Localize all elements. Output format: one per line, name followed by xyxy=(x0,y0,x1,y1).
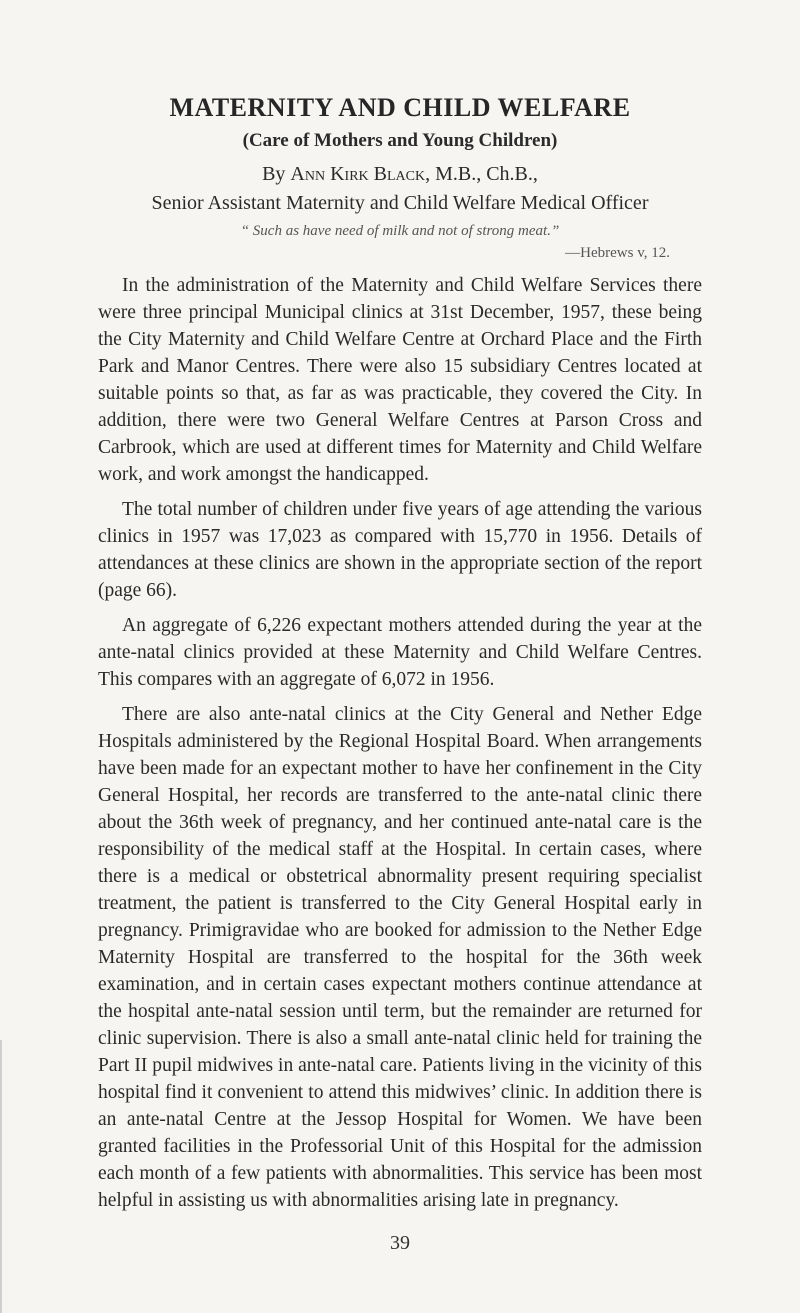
author-position: Senior Assistant Maternity and Child Welfare Medical Officer xyxy=(151,192,649,214)
epigraph-quote: “ Such as have need of milk and not of strong meat.” xyxy=(240,223,560,239)
body-paragraph: In the administration of the Maternity and Child Welfare Services there were three principal Municipal clinics at 31st December, 1957, these being the City Maternity and Child Welfare Centre at Orchard Place and the Firth Park and Manor Centres. There were also 15 subsidiary Centres located at suitable points so that, as far as was practicable, they covered the City. In addition, there were two General Welfare Centres at Parson Cross and Carbrook, which are used at different times for Maternity and Child Welfare work, and work amongst the handicapped. xyxy=(98,275,702,485)
page-title: MATERNITY AND CHILD WELFARE xyxy=(169,93,631,122)
body-paragraph: An aggregate of 6,226 expectant mothers attended during the year at the ante-natal clinics provided at these Maternity and Child Welfare Centres. This compares with an aggregate of 6,072 in 1956. xyxy=(98,615,702,690)
body-paragraph: The total number of children under five years of age attending the various clinics in 1957 was 17,023 as compared with 15,770 in 1956. Details of attendances at these clinics are shown in the appropriate section of the report (page 66). xyxy=(98,499,702,601)
author-byline xyxy=(98,160,702,188)
author-credentials: , M.B., Ch.B., xyxy=(425,163,538,185)
epigraph-source: —Hebrews v, 12. xyxy=(565,245,670,261)
document-page xyxy=(98,92,702,1214)
byline-prefix: By xyxy=(262,163,286,185)
page-number: 39 xyxy=(390,1232,410,1254)
page-edge-shadow xyxy=(0,1040,2,1313)
author-name: Ann Kirk Black xyxy=(290,163,426,185)
body-paragraph: There are also ante-natal clinics at the City General and Nether Edge Hospitals administered by the Regional Hospital Board. When arrangements have been made for an expectant mother to have her confinement in the City General Hospital, her records are transferred to the ante-natal clinic there about the 36th week of pregnancy, and her continued ante-natal care is the responsibility of the medical staff at the Hospital. In certain cases, where there is a medical or obstetrical abnormality present requiring specialist treatment, the patient is transferred to the City General Hospital early in pregnancy. Primigravidae who are booked for admission to the Nether Edge Maternity Hospital are transferred to the hospital for the 36th week examination, and in certain cases expectant mothers continue attendance at the hospital ante-natal session until term, but the remainder are returned for clinic supervision. There is also a small ante-natal clinic held for training the Part II pupil midwives in ante-natal care. Patients living in the vicinity of this hospital find it convenient to attend this midwives’ clinic. In addition there is an ante-natal Centre at the Jessop Hospital for Women. We have been granted facilities in the Professorial Unit of this Hospital for the admission each month of a few patients with abnormalities. This service has been most helpful in assisting us with abnormalities arising late in pregnancy. xyxy=(98,704,702,1211)
page-subtitle: (Care of Mothers and Young Children) xyxy=(242,130,558,151)
